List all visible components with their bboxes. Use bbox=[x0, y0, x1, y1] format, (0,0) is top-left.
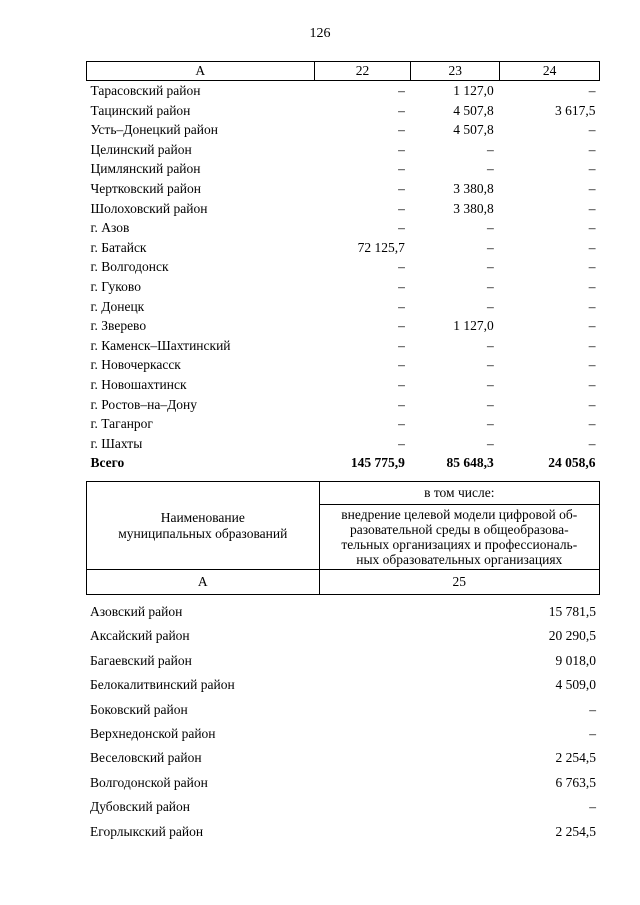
budget-table-top bbox=[86, 61, 600, 473]
table-row bbox=[87, 375, 600, 395]
value-cell: – bbox=[398, 318, 405, 334]
table-row bbox=[87, 140, 600, 160]
value-cell: – bbox=[486, 298, 494, 314]
value-cell: – bbox=[398, 435, 405, 451]
value-cell: – bbox=[398, 259, 405, 275]
municipality-name: г. Волгодонск bbox=[90, 259, 169, 275]
value-cell: – bbox=[398, 220, 405, 236]
value-cell: 145 775,9 bbox=[350, 455, 405, 471]
value-cell: – bbox=[588, 357, 596, 373]
table-row bbox=[87, 277, 600, 297]
table-row bbox=[86, 746, 600, 770]
value-cell: – bbox=[588, 337, 596, 353]
digital-model-line4: ных образовательных организациях bbox=[356, 552, 563, 567]
total-row bbox=[87, 453, 600, 473]
table-row bbox=[87, 336, 600, 356]
value-cell: – bbox=[486, 278, 494, 294]
value-cell: 2 254,5 bbox=[555, 750, 596, 766]
value-cell: – bbox=[486, 376, 494, 392]
value-cell: – bbox=[589, 799, 596, 815]
value-cell: – bbox=[588, 220, 596, 236]
table-row bbox=[87, 199, 600, 219]
municipality-name: Веселовский район bbox=[90, 750, 202, 766]
table-header-row bbox=[87, 62, 600, 81]
table-row bbox=[86, 624, 600, 648]
table-row bbox=[87, 101, 600, 121]
municipality-name: г. Донецк bbox=[90, 298, 145, 314]
municipality-name: г. Гуково bbox=[90, 278, 141, 294]
municipality-name: Усть–Донецкий район bbox=[90, 122, 218, 138]
municipality-name: Багаевский район bbox=[90, 652, 192, 668]
value-cell: – bbox=[588, 200, 596, 216]
value-cell: 9 018,0 bbox=[555, 652, 596, 668]
municipality-name: г. Батайск bbox=[90, 239, 147, 255]
table-row bbox=[87, 159, 600, 179]
value-cell: – bbox=[398, 83, 405, 98]
municipality-name: г. Каменск–Шахтинский bbox=[90, 337, 231, 353]
value-cell: – bbox=[588, 416, 596, 432]
table-row bbox=[87, 218, 600, 238]
value-cell: – bbox=[486, 239, 494, 255]
index-col-25: 25 bbox=[319, 570, 599, 595]
budget-table-bottom bbox=[86, 600, 600, 844]
table-row bbox=[87, 179, 600, 199]
municipality-name: Дубовский район bbox=[90, 799, 191, 815]
table-row bbox=[86, 820, 600, 844]
table-row bbox=[87, 120, 600, 140]
value-cell: 4 507,8 bbox=[453, 122, 494, 138]
value-cell: – bbox=[486, 396, 494, 412]
value-cell: – bbox=[398, 396, 405, 412]
value-cell: 1 127,0 bbox=[453, 83, 494, 98]
value-cell: – bbox=[589, 726, 596, 742]
value-cell: – bbox=[486, 357, 494, 373]
value-cell: – bbox=[486, 337, 494, 353]
value-cell: – bbox=[588, 259, 596, 275]
value-cell: – bbox=[486, 416, 494, 432]
municipality-name: Азовский район bbox=[90, 604, 183, 619]
table-row bbox=[87, 297, 600, 317]
municipality-name: Шолоховский район bbox=[90, 200, 208, 216]
municipality-name: г. Зверево bbox=[90, 318, 147, 334]
table-row bbox=[87, 257, 600, 277]
table-row bbox=[86, 795, 600, 819]
value-cell: – bbox=[588, 396, 596, 412]
value-cell: 1 127,0 bbox=[453, 318, 494, 334]
value-cell: – bbox=[398, 180, 405, 196]
table-row bbox=[87, 238, 600, 258]
page-number: 126 bbox=[309, 26, 331, 41]
value-cell: – bbox=[588, 318, 596, 334]
value-cell: 4 509,0 bbox=[555, 677, 596, 693]
municipality-name: Егорлыкский район bbox=[90, 823, 204, 839]
municipality-name: Тацинский район bbox=[90, 102, 191, 118]
municipality-header-line2: муниципальных образований bbox=[118, 525, 288, 541]
municipality-name: Аксайский район bbox=[90, 628, 190, 644]
value-cell: – bbox=[398, 141, 405, 157]
municipality-name: Тарасовский район bbox=[90, 83, 201, 98]
municipality-name: Целинский район bbox=[90, 141, 192, 157]
municipality-name: г. Шахты bbox=[90, 435, 143, 451]
digital-model-line3: тельных организациях и профессиональ- bbox=[341, 537, 578, 552]
value-cell: – bbox=[398, 376, 405, 392]
table-row bbox=[86, 600, 600, 624]
table-row bbox=[86, 722, 600, 746]
index-col-a: А bbox=[87, 570, 320, 595]
value-cell: – bbox=[398, 337, 405, 353]
value-cell: 3 380,8 bbox=[453, 200, 494, 216]
value-cell: – bbox=[486, 259, 494, 275]
table-row bbox=[87, 355, 600, 375]
value-cell: 6 763,5 bbox=[555, 774, 596, 790]
value-cell: – bbox=[486, 435, 494, 451]
value-cell: – bbox=[398, 298, 405, 314]
value-cell: – bbox=[588, 298, 596, 314]
value-cell: – bbox=[589, 701, 596, 717]
value-cell: – bbox=[588, 239, 596, 255]
value-cell: 2 254,5 bbox=[555, 823, 596, 839]
table-row bbox=[86, 673, 600, 697]
digital-model-line1: внедрение целевой модели цифровой об- bbox=[341, 507, 578, 522]
municipality-name: Волгодонской район bbox=[90, 774, 208, 790]
header-col-23: 23 bbox=[411, 62, 500, 81]
table-row bbox=[87, 414, 600, 434]
digital-model-line2: разовательной среды в общеобразова- bbox=[349, 522, 569, 537]
municipality-name: Боковский район bbox=[90, 701, 188, 717]
header-col-24: 24 bbox=[500, 62, 600, 81]
header-col-22: 22 bbox=[314, 62, 411, 81]
value-cell: 3 380,8 bbox=[453, 180, 494, 196]
value-cell: – bbox=[588, 141, 596, 157]
including-header: в том числе: bbox=[319, 482, 599, 505]
header-col-a: А bbox=[87, 62, 315, 81]
value-cell: 85 648,3 bbox=[446, 455, 494, 471]
municipality-name: г. Таганрог bbox=[90, 416, 153, 432]
municipality-name: г. Азов bbox=[90, 220, 130, 236]
value-cell: 15 781,5 bbox=[548, 604, 596, 619]
value-cell: 4 507,8 bbox=[453, 102, 494, 118]
municipality-name: г. Ростов–на–Дону bbox=[90, 396, 198, 412]
table-row bbox=[86, 771, 600, 795]
municipality-name: г. Новочеркасск bbox=[90, 357, 181, 373]
municipality-name: Белокалитвинский район bbox=[90, 677, 235, 693]
budget-table-header bbox=[86, 481, 600, 595]
municipality-name: Чертковский район bbox=[90, 180, 201, 196]
municipality-header-line1: Наименование bbox=[160, 509, 245, 525]
value-cell: – bbox=[588, 161, 596, 177]
value-cell: – bbox=[486, 161, 494, 177]
value-cell: – bbox=[486, 220, 494, 236]
table-row bbox=[86, 698, 600, 722]
municipality-name: Всего bbox=[90, 455, 125, 471]
value-cell: 24 058,6 bbox=[548, 455, 596, 471]
value-cell: – bbox=[588, 180, 596, 196]
municipality-name: Верхнедонской район bbox=[90, 726, 216, 742]
value-cell: – bbox=[398, 278, 405, 294]
table-row bbox=[87, 316, 600, 336]
value-cell: – bbox=[588, 435, 596, 451]
value-cell: 20 290,5 bbox=[548, 628, 596, 644]
value-cell: – bbox=[588, 83, 596, 98]
value-cell: – bbox=[588, 278, 596, 294]
value-cell: – bbox=[398, 416, 405, 432]
digital-model-header bbox=[319, 505, 599, 570]
value-cell: – bbox=[398, 357, 405, 373]
table-row bbox=[87, 395, 600, 415]
value-cell: – bbox=[486, 141, 494, 157]
value-cell: – bbox=[398, 200, 405, 216]
value-cell: – bbox=[398, 122, 405, 138]
value-cell: 72 125,7 bbox=[357, 239, 405, 255]
table-row bbox=[87, 81, 600, 101]
value-cell: – bbox=[588, 122, 596, 138]
table-row bbox=[86, 649, 600, 673]
municipality-name: г. Новошахтинск bbox=[90, 376, 187, 392]
value-cell: – bbox=[398, 102, 405, 118]
table-row bbox=[87, 434, 600, 454]
value-cell: – bbox=[398, 161, 405, 177]
value-cell: – bbox=[588, 376, 596, 392]
municipality-header bbox=[87, 482, 320, 570]
municipality-name: Цимлянский район bbox=[90, 161, 201, 177]
value-cell: 3 617,5 bbox=[555, 102, 596, 118]
